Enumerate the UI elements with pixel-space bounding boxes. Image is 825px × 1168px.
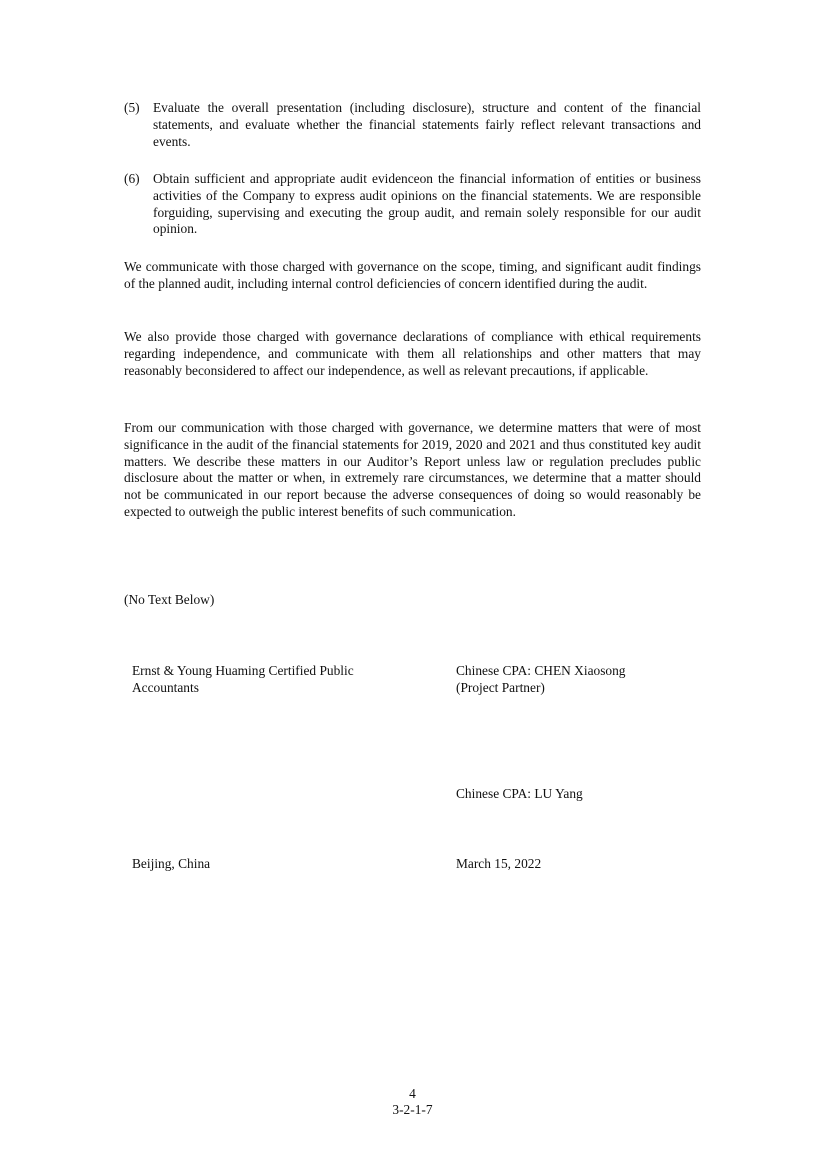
- paragraph-governance-communication: We communicate with those charged with governance on the scope, timing, and significant audit findings of the planned audit, including internal control deficiencies of concern identified during the audit.: [124, 259, 701, 291]
- paragraph-independence-declaration: We also provide those charged with governance declarations of compliance with ethical requirements regarding independence, and communicate with them all relationships and other matters that may reasonably beconsidered to affect our independence, as well as relevant precautions, if applicable.: [124, 329, 701, 378]
- page-number: 4: [409, 1086, 416, 1101]
- cpa-name-2: Chinese CPA: LU Yang: [456, 786, 583, 801]
- date-text: March 15, 2022: [456, 856, 542, 871]
- paragraph-key-audit-matters: From our communication with those charged with governance, we determine matters that were of most significance in the audit of the financial statements for 2019, 2020 and 2021 and thus constituted key audit matters. We describe these matters in our Auditor’s Report unless law or regulation precludes public disclosure about the matter or when, in extremely rare circumstances, we determine that a matter should not be communicated in our report because the adverse consequences of doing so would reasonably be expected to outweigh the public interest benefits of such communication.: [124, 420, 701, 519]
- list-number: (5): [124, 100, 140, 115]
- list-item-text: Obtain sufficient and appropriate audit evidenceon the financial information of entities or business activities of the Company to express audit opinions on the financial statements. We are responsible forguiding, supervising and executing the group audit, and remain solely responsible for our audit opinion.: [153, 171, 701, 237]
- no-text-below: (No Text Below): [124, 592, 215, 607]
- signing-location: [132, 856, 210, 873]
- list-item-6: [124, 171, 701, 238]
- firm-signature: [132, 663, 354, 697]
- list-item-text: Evaluate the overall presentation (including disclosure), structure and content of the financial statements, and evaluate whether the financial statements fairly reflect relevant transactions and events.: [153, 100, 701, 149]
- firm-name-line2: Accountants: [132, 679, 199, 695]
- page-code: 3-2-1-7: [392, 1102, 433, 1117]
- cpa-signature-2: [456, 786, 583, 803]
- cpa-name-1: Chinese CPA: CHEN Xiaosong: [456, 663, 626, 678]
- firm-name-line1: Ernst & Young Huaming Certified Public: [132, 663, 354, 678]
- signing-date: [456, 856, 541, 873]
- list-item-5: [124, 100, 701, 150]
- list-number: (6): [124, 171, 140, 186]
- cpa-role-1: (Project Partner): [456, 679, 545, 695]
- location-text: Beijing, China: [132, 856, 211, 871]
- cpa-signature-1: [456, 663, 626, 697]
